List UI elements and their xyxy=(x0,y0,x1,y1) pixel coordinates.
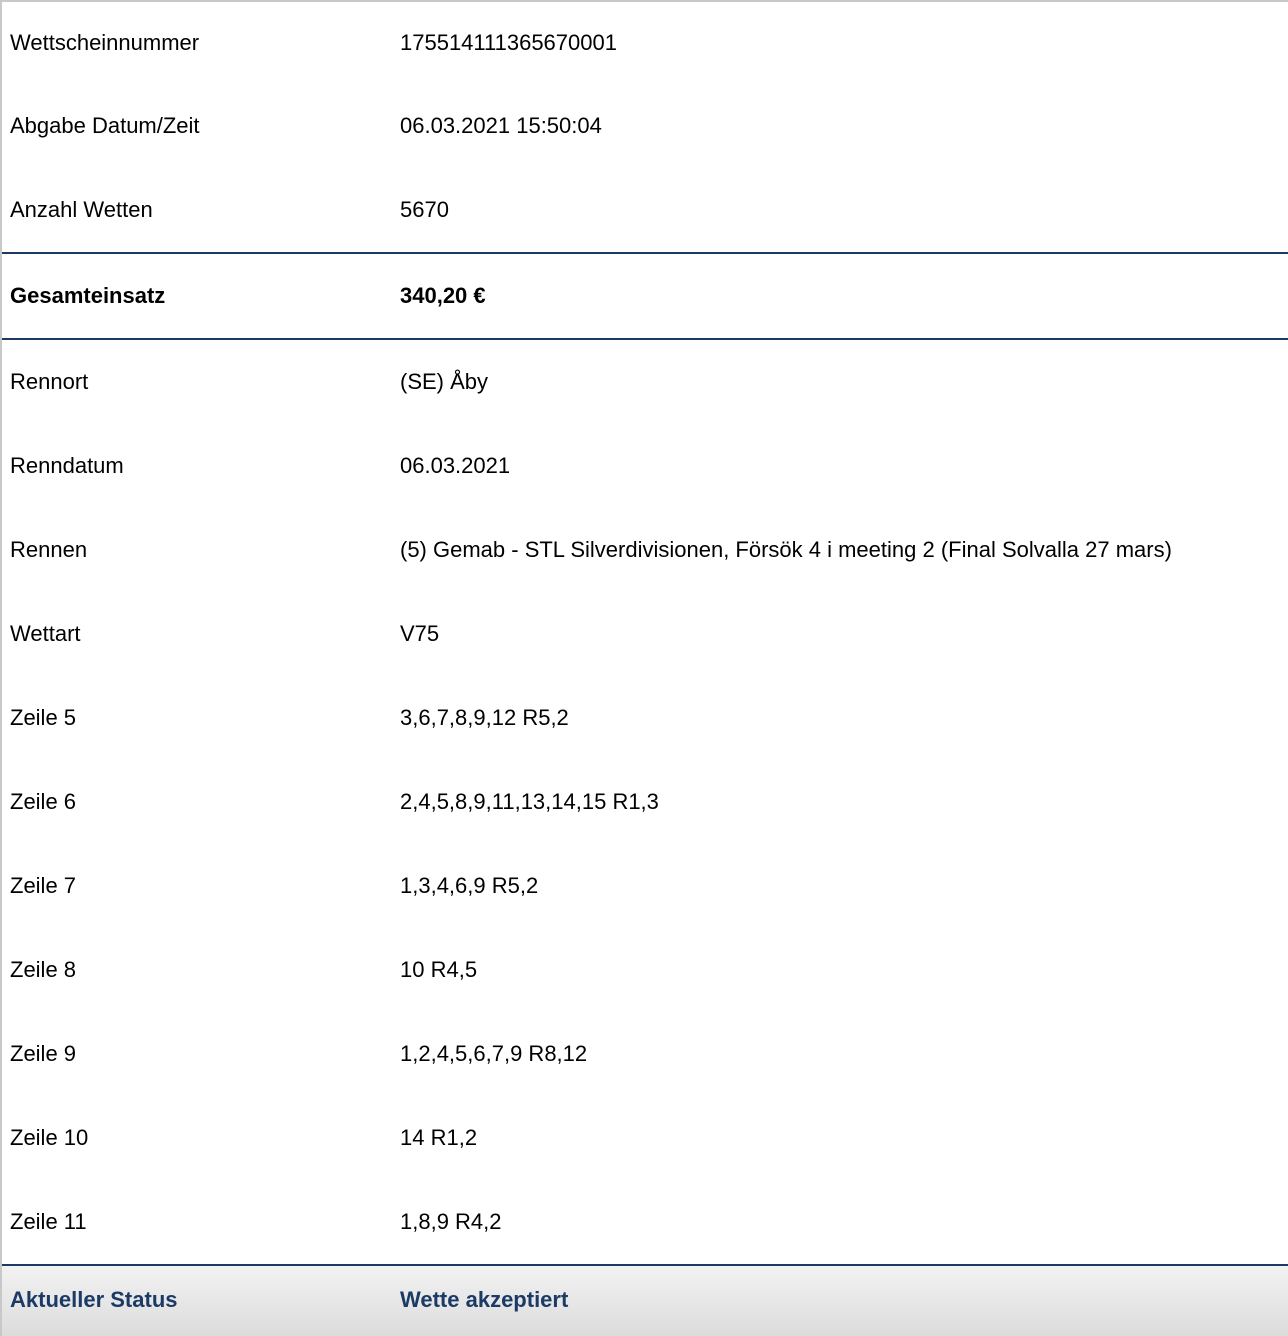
status-value: Wette akzeptiert xyxy=(400,1287,569,1312)
line-selection: 10 R4,5 xyxy=(400,957,478,982)
ticket-number-label: Wettscheinnummer xyxy=(10,30,200,55)
line-row-10 xyxy=(2,1096,1288,1180)
line-label: Zeile 11 xyxy=(10,1209,87,1234)
race-value: (5) Gemab - STL Silverdivisionen, Försök 4 i meeting 2 (Final Solvalla 27 mars) xyxy=(400,537,1172,562)
line-selection: 3,6,7,8,9,12 R5,2 xyxy=(400,705,569,730)
submission-datetime-row xyxy=(2,84,1288,168)
status-label: Aktueller Status xyxy=(10,1287,178,1312)
line-selection: 1,3,4,6,9 R5,2 xyxy=(400,873,539,898)
ticket-number-row xyxy=(2,2,1288,84)
submission-datetime-value: 06.03.2021 15:50:04 xyxy=(400,113,602,138)
race-date-label: Renndatum xyxy=(10,453,124,478)
ticket-number-value: 175514111365670001 xyxy=(400,30,617,55)
race-row xyxy=(2,508,1288,592)
total-stake-label: Gesamteinsatz xyxy=(10,283,166,308)
line-label: Zeile 9 xyxy=(10,1041,77,1066)
line-row-8 xyxy=(2,928,1288,1012)
bet-type-label: Wettart xyxy=(10,621,81,646)
line-row-7 xyxy=(2,844,1288,928)
race-date-row xyxy=(2,424,1288,508)
bet-count-value: 5670 xyxy=(400,197,449,222)
line-row-9 xyxy=(2,1012,1288,1096)
line-row-11 xyxy=(2,1180,1288,1264)
total-stake-value: 340,20 € xyxy=(400,283,486,308)
status-row xyxy=(2,1266,1288,1336)
line-label: Zeile 5 xyxy=(10,705,77,730)
race-venue-value: (SE) Åby xyxy=(400,369,489,394)
line-label: Zeile 7 xyxy=(10,873,77,898)
line-selection: 1,8,9 R4,2 xyxy=(400,1209,502,1234)
bet-type-row xyxy=(2,592,1288,676)
race-venue-label: Rennort xyxy=(10,369,89,394)
submission-datetime-label: Abgabe Datum/Zeit xyxy=(10,113,200,138)
bet-type-value: V75 xyxy=(400,621,440,646)
line-selection: 1,2,4,5,6,7,9 R8,12 xyxy=(400,1041,588,1066)
total-stake-row xyxy=(2,254,1288,338)
race-label: Rennen xyxy=(10,537,88,562)
race-date-value: 06.03.2021 xyxy=(400,453,511,478)
line-row-6 xyxy=(2,760,1288,844)
line-label: Zeile 6 xyxy=(10,789,77,814)
line-row-5 xyxy=(2,676,1288,760)
race-venue-row xyxy=(2,340,1288,424)
bet-count-row xyxy=(2,168,1288,252)
line-label: Zeile 10 xyxy=(10,1125,89,1150)
line-label: Zeile 8 xyxy=(10,957,77,982)
line-selection: 2,4,5,8,9,11,13,14,15 R1,3 xyxy=(400,789,659,814)
bet-count-label: Anzahl Wetten xyxy=(10,197,153,222)
line-selection: 14 R1,2 xyxy=(400,1125,478,1150)
